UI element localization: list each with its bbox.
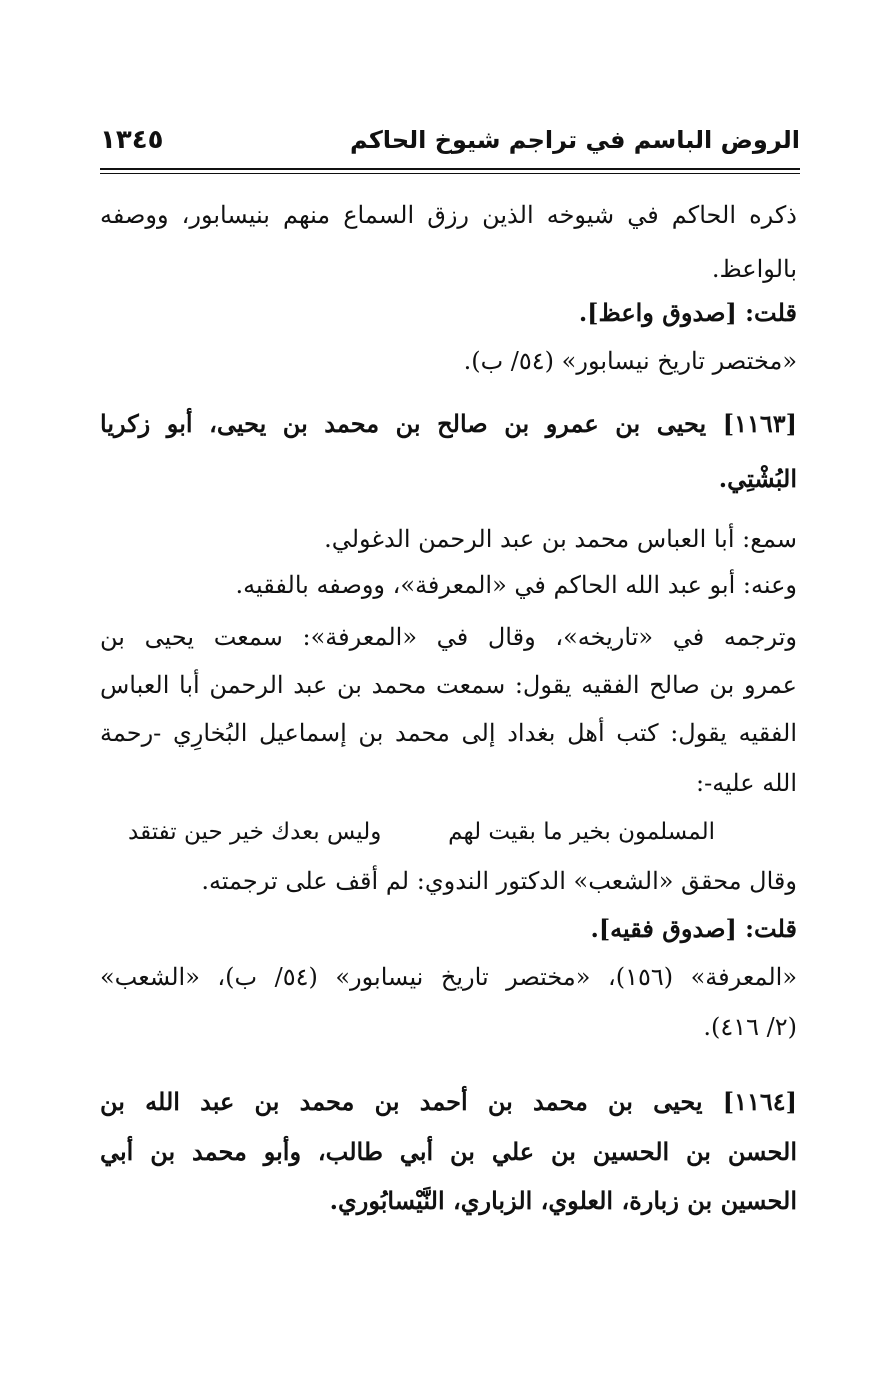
text-line: الله عليه-: xyxy=(696,769,797,797)
verdict-line: قلت: [صدوق واعظ]. xyxy=(578,298,797,327)
header-rule-thin xyxy=(100,173,800,174)
source-citation: «المعرفة» (١٥٦)، «مختصر تاريخ نيسابور» (٥٤/ ب)، «الشعب» xyxy=(100,963,798,991)
text-line: وعنه: أبو عبد الله الحاكم في «المعرفة»، ووصفه بالفقيه. xyxy=(235,571,797,599)
entry-heading-1164: [١١٦٤] يحيى بن محمد بن أحمد بن محمد بن عبد الله بن xyxy=(100,1087,797,1116)
entry-heading-1164-cont: الحسين بن زبارة، العلوي، الزباري، النَّيْسابُوري. xyxy=(329,1186,797,1215)
verdict-line: قلت: [صدوق فقيه]. xyxy=(590,914,797,943)
text-line: بالواعظ. xyxy=(711,255,797,283)
text-line: سمع: أبا العباس محمد بن عبد الرحمن الدغولي. xyxy=(324,525,797,553)
text-line: الفقيه يقول: كتب أهل بغداد إلى محمد بن إسماعيل البُخارِي -رحمة xyxy=(100,719,798,747)
text-line: وقال محقق «الشعب» الدكتور الندوي: لم أقف على ترجمته. xyxy=(201,867,797,895)
source-citation: «مختصر تاريخ نيسابور» (٥٤/ ب). xyxy=(463,347,797,375)
running-title: الروض الباسم في تراجم شيوخ الحاكم xyxy=(350,126,800,154)
page-number: ١٣٤٥ xyxy=(100,125,164,155)
header-rule-thick xyxy=(100,168,800,170)
poem-second-hemistich: وليس بعدك خير حين تفتقد xyxy=(128,819,382,845)
poem-verse xyxy=(128,817,715,847)
text-line: عمرو بن صالح الفقيه يقول: سمعت محمد بن عبد الرحمن أبا العباس xyxy=(100,671,797,699)
entry-heading-1164-cont: الحسن بن الحسين بن علي بن أبي طالب، وأبو محمد بن أبي xyxy=(100,1137,797,1166)
entry-heading-1163: [١١٦٣] يحيى بن عمرو بن صالح بن محمد بن يحيى، أبو زكريا xyxy=(100,409,797,438)
page-header xyxy=(100,118,800,162)
text-line: ذكره الحاكم في شيوخه الذين رزق السماع منهم بنيسابور، ووصفه xyxy=(100,201,797,229)
source-citation-cont: (٢/ ٤١٦). xyxy=(703,1013,797,1041)
text-line: وترجمه في «تاريخه»، وقال في «المعرفة»: سمعت يحيى بن xyxy=(100,623,797,651)
poem-first-hemistich: المسلمون بخير ما بقيت لهم xyxy=(448,819,715,845)
entry-heading-1163-cont: البُشْتِي. xyxy=(718,464,797,493)
